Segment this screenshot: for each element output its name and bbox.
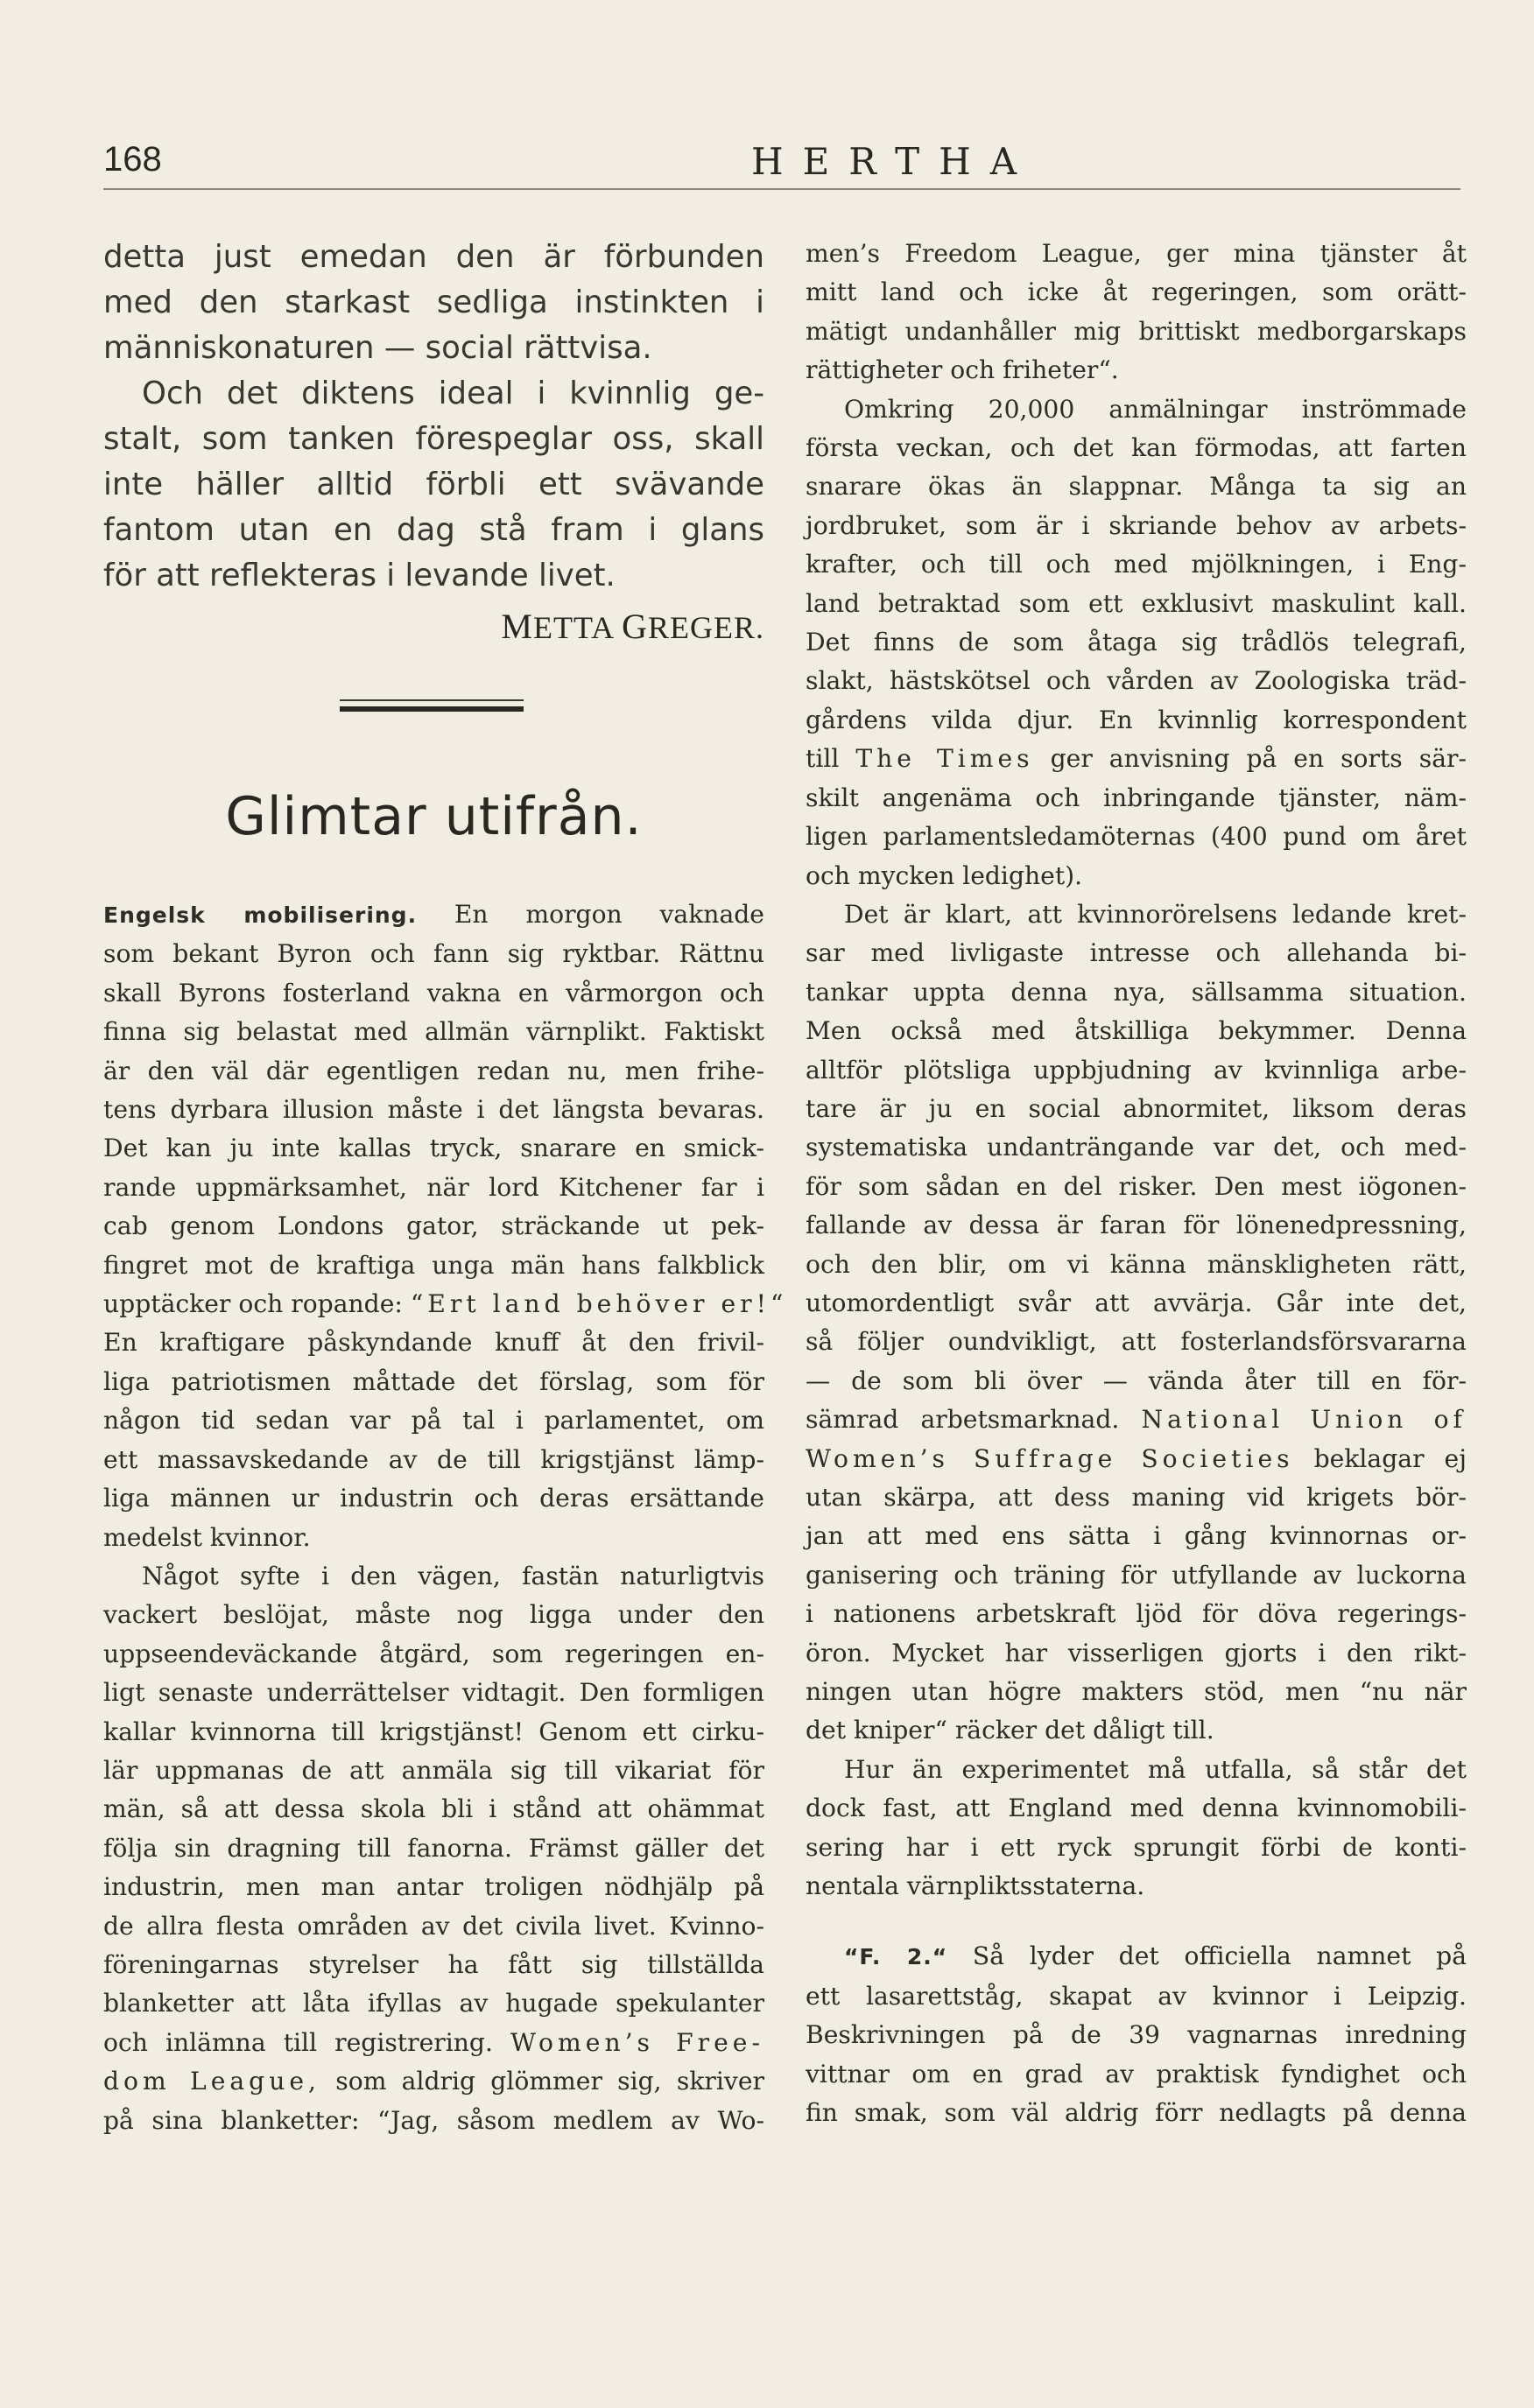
body-line: alltför plötsliga uppbjudning av kvinnliga arbe- <box>806 1055 1467 1085</box>
body-line: upptäcker och ropande: “Ert land behöver er!“ <box>103 1289 788 1319</box>
body-line: lär uppmanas de att anmäla sig till vikariat för <box>103 1755 764 1785</box>
body-line: män, så att dessa skola bli i stånd att ohämmat <box>103 1794 764 1824</box>
body-line: tens dyrbara illusion måste i det längsta bevaras. <box>103 1095 764 1125</box>
body-line: tare är ju en social abnormitet, liksom deras <box>806 1093 1467 1123</box>
body-line: följa sin dragning till fanorna. Främst gäller det <box>103 1833 764 1863</box>
poem-line: Och det diktens ideal i kvinnlig ge- <box>142 376 764 411</box>
body-line: Hur än experimentet må utfalla, så står det <box>844 1754 1467 1784</box>
poem-block <box>103 235 764 599</box>
body-line: dock fast, att England med denna kvinnomobili- <box>806 1794 1467 1823</box>
right-column <box>806 235 1467 2133</box>
body-line: till The Times ger anvisning på en sorts sär- <box>806 744 1467 774</box>
body-line: någon tid sedan var på tal i parlamentet, om <box>103 1406 764 1436</box>
body-line: mätigt undanhåller mig brittiskt medborgarskaps <box>806 316 1467 346</box>
body-line: skall Byrons fosterland vakna en vårmorgon och <box>103 978 764 1007</box>
body-line: uppseendeväckande åtgärd, som regeringen en- <box>103 1639 764 1668</box>
body-line: sämrad arbetsmarknad. National Union of <box>806 1405 1467 1435</box>
body-line: och den blir, om vi känna mänskligheten rätt, <box>806 1249 1467 1279</box>
body-line: på sina blanketter: “Jag, såsom medlem av Wo- <box>103 2105 764 2135</box>
body-line: ett lasarettståg, skapat av kvinnor i Leipzig. <box>806 1981 1467 2011</box>
body-line: är den väl där egentligen redan nu, men frihe- <box>103 1056 764 1085</box>
body-line: Omkring 20,000 anmälningar inströmmade <box>844 394 1467 424</box>
body-line: medelst kvinnor. <box>103 1522 311 1552</box>
body-line: — de som bli över — vända åter till en för- <box>806 1365 1467 1395</box>
body-line: och mycken ledighet). <box>806 860 1083 890</box>
body-line: Något syfte i den vägen, fastän naturligtvis <box>142 1561 764 1590</box>
body-line: fin smak, som väl aldrig förr nedlagts på denna <box>806 2098 1467 2128</box>
body-line: ganisering och träning för utfyllande av luckorna <box>806 1560 1467 1590</box>
body-line: så följer oundvikligt, att fosterlandsförsvararna <box>806 1327 1467 1357</box>
body-line: sering har i ett ryck sprungit förbi de konti- <box>806 1832 1467 1862</box>
body-line: ligen parlamentsledamöternas (400 pund om året <box>806 822 1467 852</box>
body-line: fallande av dessa är faran för lönenedpressning, <box>806 1211 1467 1240</box>
body-line: utomordentligt svår att avvärja. Går inte det, <box>806 1288 1467 1317</box>
page-header <box>103 140 1460 193</box>
poem-line: med den starkast sedliga instinkten i <box>103 284 764 320</box>
article-paragraph <box>103 1557 764 2140</box>
poem-line: fantom utan en dag stå fram i glans <box>103 512 764 548</box>
body-line: skilt angenäma och inbringande tjänster, näm- <box>806 783 1467 812</box>
body-line: sar med livligaste intresse och allehanda bi- <box>806 938 1467 968</box>
body-line: En kraftigare påskyndande knuff åt den frivil- <box>103 1328 764 1358</box>
article-paragraph <box>806 235 1467 390</box>
body-line: utan skärpa, att dess maning vid krigets bör- <box>806 1483 1467 1512</box>
body-line: mitt land och icke åt regeringen, som orätt- <box>806 277 1467 307</box>
body-line: gårdens vilda djur. En kvinnlig korrespondent <box>806 705 1467 734</box>
body-line: blanketter att låta ifyllas av hugade spekulanter <box>103 1989 764 2018</box>
body-line: det kniper“ räcker det dåligt till. <box>806 1716 1214 1745</box>
paragraph-gap <box>806 1906 1467 1937</box>
body-line: öron. Mycket har visserligen gjorts i den rikt- <box>806 1638 1467 1667</box>
article-paragraph <box>806 1937 1467 2132</box>
section-divider <box>340 699 524 712</box>
body-line: Engelsk mobilisering. En morgon vaknade <box>103 900 764 929</box>
body-line: industrin, men man antar troligen nödhjälp på <box>103 1872 764 1902</box>
runin-heading: “F. 2.“ <box>844 1944 948 1970</box>
body-line: i nationens arbetskraft ljöd för döva regerings- <box>806 1599 1467 1629</box>
body-line: “F. 2.“ Så lyder det officiella namnet på <box>844 1941 1467 1971</box>
author-signature: METTA GREGER. <box>501 607 764 646</box>
article-paragraph <box>806 1751 1467 1906</box>
body-line: Det är klart, att kvinnorörelsens ledande kret- <box>844 899 1467 929</box>
body-line: men’s Freedom League, ger mina tjänster åt <box>806 239 1467 268</box>
body-line: som bekant Byron och fann sig ryktbar. Rättnu <box>103 939 764 969</box>
body-line: liga männen ur industrin och deras ersättande <box>103 1484 764 1513</box>
body-line: de allra flesta områden av det civila livet. Kvinno- <box>103 1911 764 1941</box>
runin-heading: Engelsk mobilisering. <box>103 902 418 928</box>
article-paragraph <box>806 390 1467 895</box>
body-line: nentala värnpliktsstaterna. <box>806 1871 1145 1901</box>
body-line: ningen utan högre makters stöd, men “nu när <box>806 1677 1467 1707</box>
body-line: systematiska undanträngande var det, och med- <box>806 1133 1467 1162</box>
body-line: Det kan ju inte kallas tryck, snarare en smick- <box>103 1134 764 1163</box>
poem-line: detta just emedan den är förbunden <box>103 239 764 275</box>
body-line: vackert beslöjat, måste nog ligga under den <box>103 1600 764 1630</box>
article-paragraph <box>806 895 1467 1751</box>
body-line: snarare ökas än slappnar. Många ta sig an <box>806 472 1467 502</box>
body-line: för som sådan en del risker. Den mest iögonen- <box>806 1171 1467 1201</box>
poem-line: människonaturen — social rättvisa. <box>103 330 652 366</box>
body-line: ligt senaste underrättelser vidtagit. Den formligen <box>103 1678 764 1708</box>
journal-title: HERTHA <box>751 140 1037 183</box>
body-line: vittnar om en grad av praktisk fyndighet och <box>806 2059 1467 2089</box>
body-line: föreningarnas styrelser ha fått sig tillställda <box>103 1949 764 1979</box>
page-number: 168 <box>103 140 162 179</box>
body-line: första veckan, och det kan förmodas, att farten <box>806 433 1467 463</box>
body-line: Men också med åtskilliga bekymmer. Denna <box>806 1016 1467 1046</box>
body-line: finna sig belastat med allmän värnplikt. Faktiskt <box>103 1017 764 1047</box>
section-heading: Glimtar utifrån. <box>225 786 643 847</box>
body-line: land betraktad som ett exklusivt maskulint kall. <box>806 588 1467 618</box>
body-line: tankar uppta denna nya, sällsamma situation. <box>806 977 1467 1007</box>
body-line: krafter, och till och med mjölkningen, i Eng- <box>806 550 1467 579</box>
body-line: rättigheter och friheter“. <box>806 355 1119 385</box>
left-column <box>103 235 788 2140</box>
body-line: Det finns de som åtaga sig trådlös telegrafi, <box>806 628 1467 657</box>
poem-line: inte häller alltid förbli ett svävande <box>103 467 764 502</box>
poem-line: stalt, som tanken förespeglar oss, skall <box>103 421 764 457</box>
body-line: Women’s Suffrage Societies beklagar ej <box>806 1443 1467 1473</box>
body-line: Beskrivningen på de 39 vagnarnas inredning <box>806 2020 1467 2050</box>
body-line: liga patriotismen måttade det förslag, som för <box>103 1366 764 1396</box>
body-line: jan att med ens sätta i gång kvinnornas or- <box>806 1521 1467 1551</box>
body-line: jordbruket, som är i skriande behov av arbets- <box>806 510 1467 540</box>
body-line: fingret mot de kraftiga unga män hans falkblick <box>103 1250 764 1280</box>
body-line: cab genom Londons gator, sträckande ut pek- <box>103 1211 764 1241</box>
body-line: kallar kvinnorna till krigstjänst! Genom ett cirku- <box>103 1716 764 1746</box>
poem-line: för att reflekteras i levande livet. <box>103 558 616 593</box>
body-line: rande uppmärksamhet, när lord Kitchener far i <box>103 1172 764 1202</box>
article-paragraph <box>103 895 788 1557</box>
body-line: ett massavskedande av de till krigstjänst lämp- <box>103 1444 764 1474</box>
header-rule <box>103 188 1460 190</box>
body-line: slakt, hästskötsel och vården av Zoologiska träd- <box>806 666 1467 696</box>
body-line: och inlämna till registrering. Women’s Free- <box>103 2027 764 2057</box>
body-line: dom League, som aldrig glömmer sig, skriver <box>103 2067 764 2096</box>
